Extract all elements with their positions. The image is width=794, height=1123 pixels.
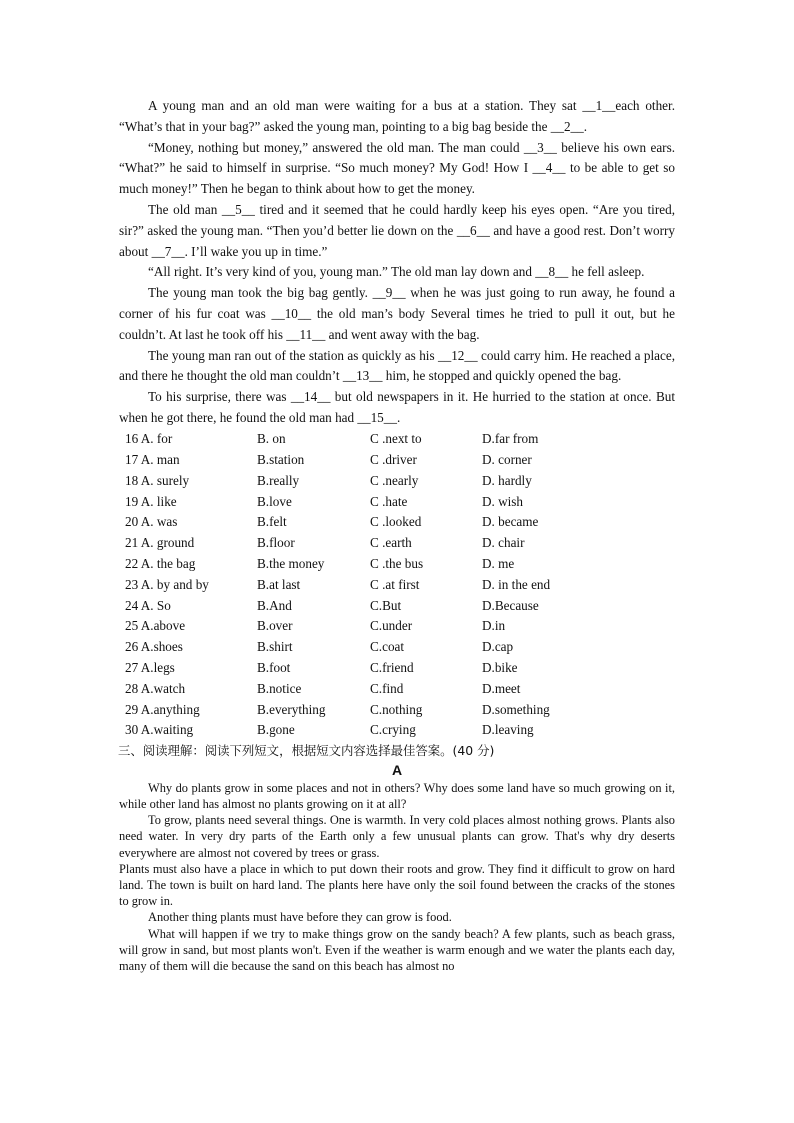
- option-a: 18 A. surely: [125, 472, 190, 488]
- option-c: C.crying: [370, 722, 416, 738]
- option-row: [125, 512, 602, 533]
- option-c: C .hate: [370, 493, 408, 509]
- option-d: D. corner: [482, 451, 532, 467]
- option-row: [125, 429, 602, 450]
- option-b: B.over: [257, 618, 293, 634]
- option-a: 27 A.legs: [125, 659, 175, 675]
- option-c: C .driver: [370, 451, 417, 467]
- cloze-passage: [119, 96, 675, 429]
- option-a: 22 A. the bag: [125, 555, 196, 571]
- section-heading: 三、阅读理解：阅读下列短文，根据短文内容选择最佳答案。(40 分): [118, 742, 495, 758]
- option-row: [125, 533, 602, 554]
- option-c: C.coat: [370, 639, 405, 655]
- option-row: [125, 554, 602, 575]
- option-row: [125, 595, 602, 616]
- option-row: [125, 678, 602, 699]
- option-b: B.foot: [257, 659, 291, 675]
- option-a: 20 A. was: [125, 514, 178, 530]
- option-c: C .nearly: [370, 472, 419, 488]
- option-d: D. hardly: [482, 472, 532, 488]
- option-d: D. in the end: [482, 576, 551, 592]
- cloze-paragraph: “Money, nothing but money,” answered the old man. The man could __3__ believe his own ears. “What?” he said to himself in surprise. “So much money? My God! How I __4__ to be able to get so much money!” Then he began to think about how to get the money.: [119, 139, 675, 197]
- option-d: D.far from: [482, 431, 539, 447]
- option-b: B.at last: [257, 576, 301, 592]
- option-d: D. chair: [482, 535, 525, 551]
- option-b: B.shirt: [257, 639, 293, 655]
- passage-letter: A: [391, 761, 403, 778]
- option-b: B. on: [257, 431, 286, 447]
- option-c: C.But: [370, 597, 402, 613]
- option-a: 25 A.above: [125, 618, 186, 634]
- reading-paragraph: What will happen if we try to make things grow on the sandy beach? A few plants, such as beach grass, will grow in sand, but most plants won't. Even if the weather is warm enough and we water the plants each day, many of them will die because the sand on this beach has almost no: [119, 926, 675, 973]
- option-a: 23 A. by and by: [125, 576, 209, 592]
- reading-paragraph: Why do plants grow in some places and not in others? Why does some land have so much growing on it, while other land has almost no plants growing on it at all?: [119, 780, 675, 811]
- option-row: [125, 720, 602, 741]
- option-row: [125, 658, 602, 679]
- option-d: D. me: [482, 555, 515, 571]
- option-a: 30 A.waiting: [125, 722, 194, 738]
- reading-paragraph: To grow, plants need several things. One is warmth. In very cold places almost nothing grows. Plants also need water. In very dry parts of the Earth only a few unusual plants can grow. That's why dry deserts everywhere are almost not covered by trees or grass.: [119, 813, 675, 860]
- option-d: D.in: [482, 618, 506, 634]
- cloze-paragraph: A young man and an old man were waiting for a bus at a station. They sat __1__each other. “What’s that in your bag?” asked the young man, pointing to a big bag beside the __2__.: [119, 98, 675, 134]
- option-b: B.station: [257, 451, 305, 467]
- option-row: [125, 637, 602, 658]
- option-d: D. wish: [482, 493, 524, 509]
- option-a: 17 A. man: [125, 451, 180, 467]
- option-c: C.friend: [370, 659, 414, 675]
- option-d: D.bike: [482, 659, 518, 675]
- option-c: C .earth: [370, 535, 412, 551]
- option-a: 16 A. for: [125, 431, 173, 447]
- option-a: 24 A. So: [125, 597, 171, 613]
- option-c: C .looked: [370, 514, 422, 530]
- option-b: B.love: [257, 493, 292, 509]
- cloze-paragraph: The young man took the big bag gently. __9__ when he was just going to run away, he found a corner of his fur coat was __10__ the old man’s body Several times he tried to pull it out, but he couldn’t. At last he took off his __11__ and went away with the bag.: [119, 285, 675, 342]
- option-c: C .the bus: [370, 555, 424, 571]
- option-b: B.felt: [257, 514, 287, 530]
- option-c: C.under: [370, 618, 413, 634]
- option-b: B.really: [257, 472, 300, 488]
- option-d: D.something: [482, 701, 550, 717]
- option-d: D.cap: [482, 639, 514, 655]
- option-a: 26 A.shoes: [125, 639, 183, 655]
- cloze-paragraph: The young man ran out of the station as quickly as his __12__ could carry him. He reached a place, and there he thought the old man couldn’t __13__ him, he stopped and quickly opened the bag.: [119, 347, 675, 384]
- option-row: [125, 616, 602, 637]
- option-row: [125, 470, 602, 491]
- option-row: [125, 491, 602, 512]
- option-c: C.find: [370, 680, 404, 696]
- option-b: B.And: [257, 597, 292, 613]
- option-b: B.floor: [257, 535, 295, 551]
- reading-paragraph: Plants must also have a place in which to put down their roots and grow. They find it difficult to grow on hard land. The town is built on hard land. The plants here have only the soil found between the cracks of the stones to grow in.: [119, 861, 675, 909]
- option-d: D. became: [482, 514, 539, 530]
- options-table: [125, 429, 602, 741]
- option-b: B.the money: [257, 555, 325, 571]
- option-a: 21 A. ground: [125, 535, 195, 551]
- reading-paragraph: Another thing plants must have before they can grow is food.: [148, 910, 452, 925]
- exam-page: [119, 96, 675, 974]
- cloze-paragraph: To his surprise, there was __14__ but old newspapers in it. He hurried to the station at once. But when he got there, he found the old man had __15__.: [119, 389, 675, 425]
- option-c: C .at first: [370, 576, 420, 592]
- option-a: 28 A.watch: [125, 680, 186, 696]
- reading-passage: [119, 780, 675, 974]
- option-d: D.meet: [482, 680, 521, 696]
- option-row: [125, 450, 602, 471]
- option-d: D.Because: [482, 597, 539, 613]
- option-b: B.notice: [257, 680, 302, 696]
- cloze-paragraph: “All right. It’s very kind of you, young man.” The old man lay down and __8__ he fell asleep.: [148, 264, 645, 280]
- option-c: C .next to: [370, 431, 422, 447]
- option-a: 19 A. like: [125, 493, 177, 509]
- option-c: C.nothing: [370, 701, 423, 717]
- option-d: D.leaving: [482, 722, 534, 738]
- option-row: [125, 699, 602, 720]
- cloze-paragraph: The old man __5__ tired and it seemed that he could hardly keep his eyes open. “Are you tired, sir?” asked the young man. “Then you’d better lie down on the __6__ and have a good rest. Don’t worry about __7__. I’ll wake you up in time.”: [119, 201, 675, 259]
- option-b: B.everything: [257, 701, 326, 717]
- option-a: 29 A.anything: [125, 701, 200, 717]
- option-b: B.gone: [257, 722, 295, 738]
- option-row: [125, 574, 602, 595]
